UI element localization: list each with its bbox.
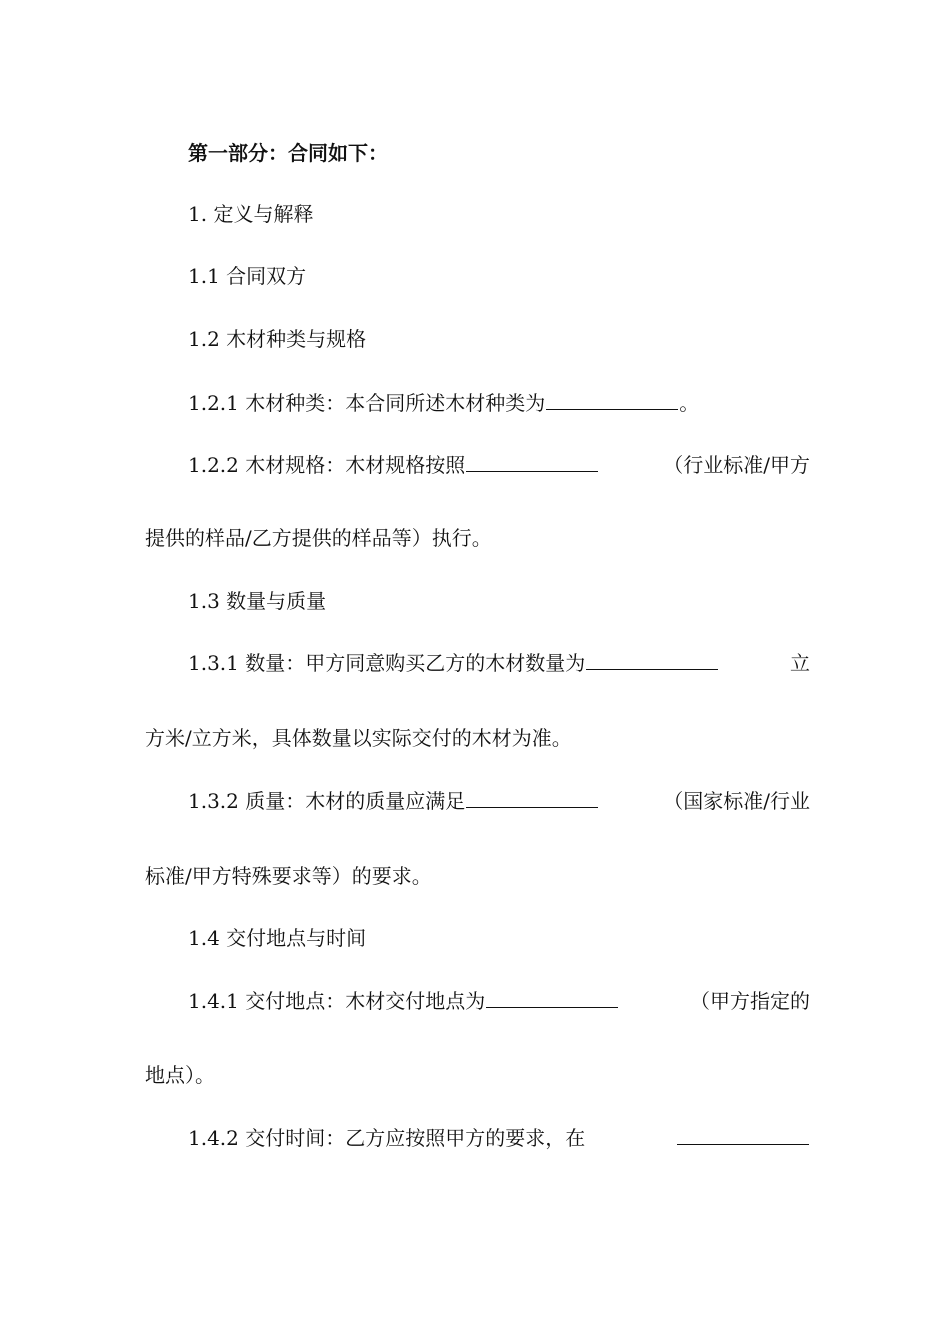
blank-field-quantity[interactable]: [586, 649, 718, 670]
clause-1-2-2-options: （行业标准/甲方: [663, 453, 810, 477]
clause-1-3-2-options: （国家标准/行业: [663, 789, 810, 813]
clause-1-2-1: [188, 389, 810, 417]
clause-1-4: 1.4 交付地点与时间: [188, 926, 367, 950]
clause-1-4-1-options: （甲方指定的: [690, 989, 810, 1013]
clause-1-2-1-text: 1.2.1 木材种类：本合同所述木材种类为: [188, 391, 546, 415]
clause-1-4-2: [188, 1124, 810, 1152]
clause-1-2-2-continued: 提供的样品/乙方提供的样品等）执行。: [145, 526, 492, 550]
blank-field-wood-type[interactable]: [546, 389, 678, 410]
clause-1-4-1-text: [188, 987, 619, 1015]
clause-1-3-2-label: 1.3.2 质量：木材的质量应满足: [188, 789, 466, 813]
clause-1-4-1: [188, 987, 810, 1015]
clause-1-4-1-continued: 地点）。: [145, 1063, 215, 1087]
clause-1: 1. 定义与解释: [188, 202, 314, 226]
blank-field-delivery-time[interactable]: [677, 1124, 809, 1145]
clause-1-3-1-text: [188, 649, 719, 677]
clause-1-3-2-text: [188, 787, 599, 815]
clause-1-4-2-text: 1.4.2 交付时间：乙方应按照甲方的要求，在: [188, 1126, 586, 1150]
clause-1-3-2-continued: 标准/甲方特殊要求等）的要求。: [145, 864, 432, 888]
clause-1-3: 1.3 数量与质量: [188, 589, 327, 613]
clause-1-2: 1.2 木材种类与规格: [188, 327, 367, 351]
clause-1-2-2-text: [188, 451, 599, 479]
clause-1-1: 1.1 合同双方: [188, 264, 307, 288]
clause-1-3-1: [188, 649, 810, 677]
blank-field-quality[interactable]: [466, 787, 598, 808]
clause-1-4-1-label: 1.4.1 交付地点：木材交付地点为: [188, 989, 486, 1013]
clause-1-2-2: [188, 451, 810, 479]
clause-1-3-1-unit: 立: [790, 651, 810, 675]
clause-1-3-2: [188, 787, 810, 815]
clause-1-2-2-label: 1.2.2 木材规格：木材规格按照: [188, 453, 466, 477]
clause-1-3-1-continued: 方米/立方米，具体数量以实际交付的木材为准。: [145, 726, 572, 750]
blank-field-delivery-place[interactable]: [486, 987, 618, 1008]
blank-field-wood-spec[interactable]: [466, 451, 598, 472]
clause-1-2-1-end: 。: [679, 391, 700, 415]
section-title: 第一部分：合同如下：: [188, 141, 388, 165]
clause-1-3-1-label: 1.3.1 数量：甲方同意购买乙方的木材数量为: [188, 651, 586, 675]
